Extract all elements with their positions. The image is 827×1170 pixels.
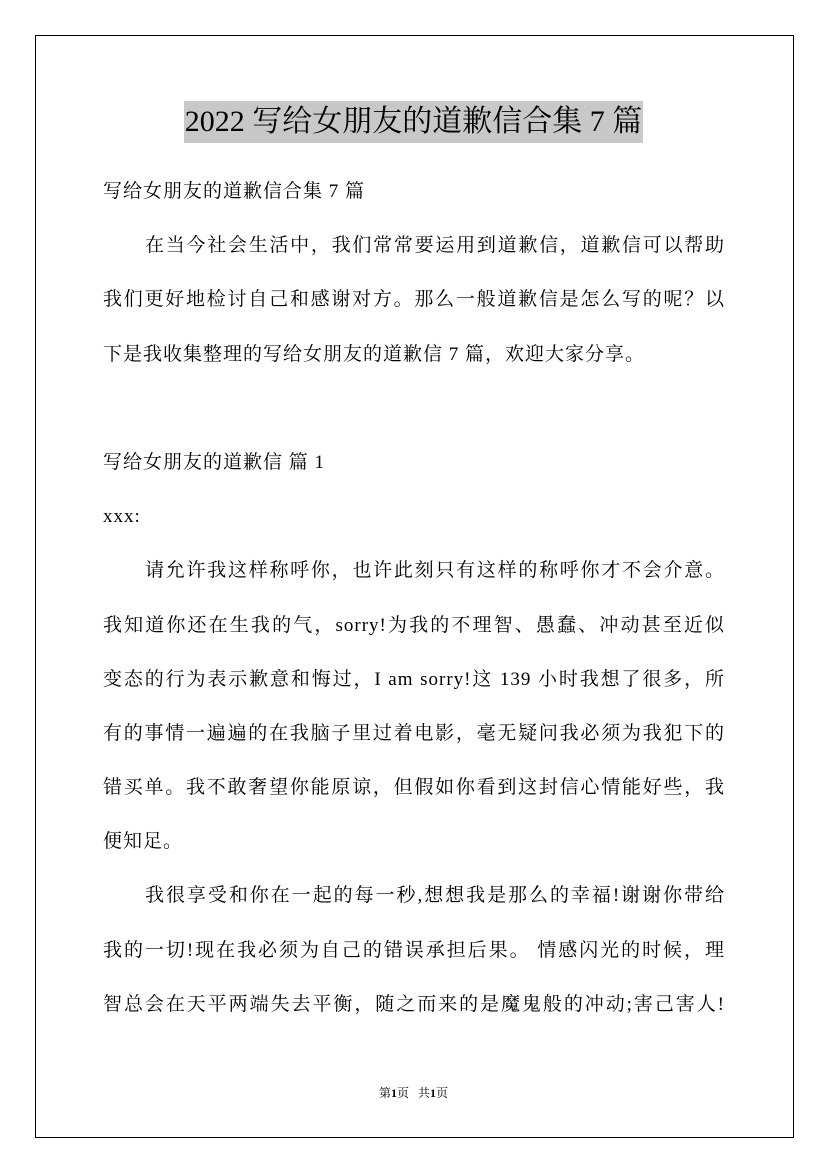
paragraph-line: 变态的行为表示歉意和悔过，I am sorry!这 139 小时我想了很多，所 xyxy=(103,668,725,690)
document-title: 2022 写给女朋友的道歉信合集 7 篇 xyxy=(184,101,644,143)
paragraph-line: 我知道你还在生我的气，sorry!为我的不理智、愚蠢、冲动甚至近似 xyxy=(103,614,725,636)
total-prefix: 共 xyxy=(418,1086,431,1100)
total-page-number: 1 xyxy=(430,1086,437,1100)
page-suffix: 页 xyxy=(396,1086,409,1100)
intro-line: 我们更好地检讨自己和感谢对方。那么一般道歉信是怎么写的呢？以 xyxy=(103,289,725,311)
title-container xyxy=(0,101,827,143)
paragraph-line: 请允许我这样称呼你，也许此刻只有这样的称呼你才不会介意。 xyxy=(145,560,725,582)
page-footer xyxy=(0,1084,827,1102)
paragraph-line: 我很享受和你在一起的每一秒,想想我是那么的幸福!谢谢你带给 xyxy=(145,885,725,907)
paragraph-line: 便知足。 xyxy=(103,831,184,853)
salutation: xxx: xyxy=(103,506,141,528)
intro-line: 在当今社会生活中，我们常常要运用到道歉信，道歉信可以帮助 xyxy=(145,235,725,257)
intro-line: 下是我收集整理的写给女朋友的道歉信 7 篇，欢迎大家分享。 xyxy=(103,343,646,365)
page-indicator xyxy=(379,1086,409,1100)
paragraph-line: 我的一切!现在我必须为自己的错误承担后果。 情感闪光的时候，理 xyxy=(103,939,725,961)
document-subtitle: 写给女朋友的道歉信合集 7 篇 xyxy=(103,181,366,202)
document-body xyxy=(103,165,725,1032)
section-heading: 写给女朋友的道歉信 篇 1 xyxy=(103,451,326,473)
total-suffix: 页 xyxy=(436,1086,449,1100)
paragraph-line: 错买单。我不敢奢望你能原谅，但假如你看到这封信心情能好些，我 xyxy=(103,777,725,799)
paragraph-line: 智总会在天平两端失去平衡，随之而来的是魔鬼般的冲动;害己害人! xyxy=(103,993,725,1015)
page-prefix: 第 xyxy=(378,1086,391,1100)
page-number: 1 xyxy=(390,1086,397,1100)
blank-line xyxy=(103,382,725,436)
paragraph-line: 有的事情一遍遍的在我脑子里过着电影，毫无疑问我必须为我犯下的 xyxy=(103,722,725,744)
total-pages-indicator xyxy=(418,1086,448,1100)
